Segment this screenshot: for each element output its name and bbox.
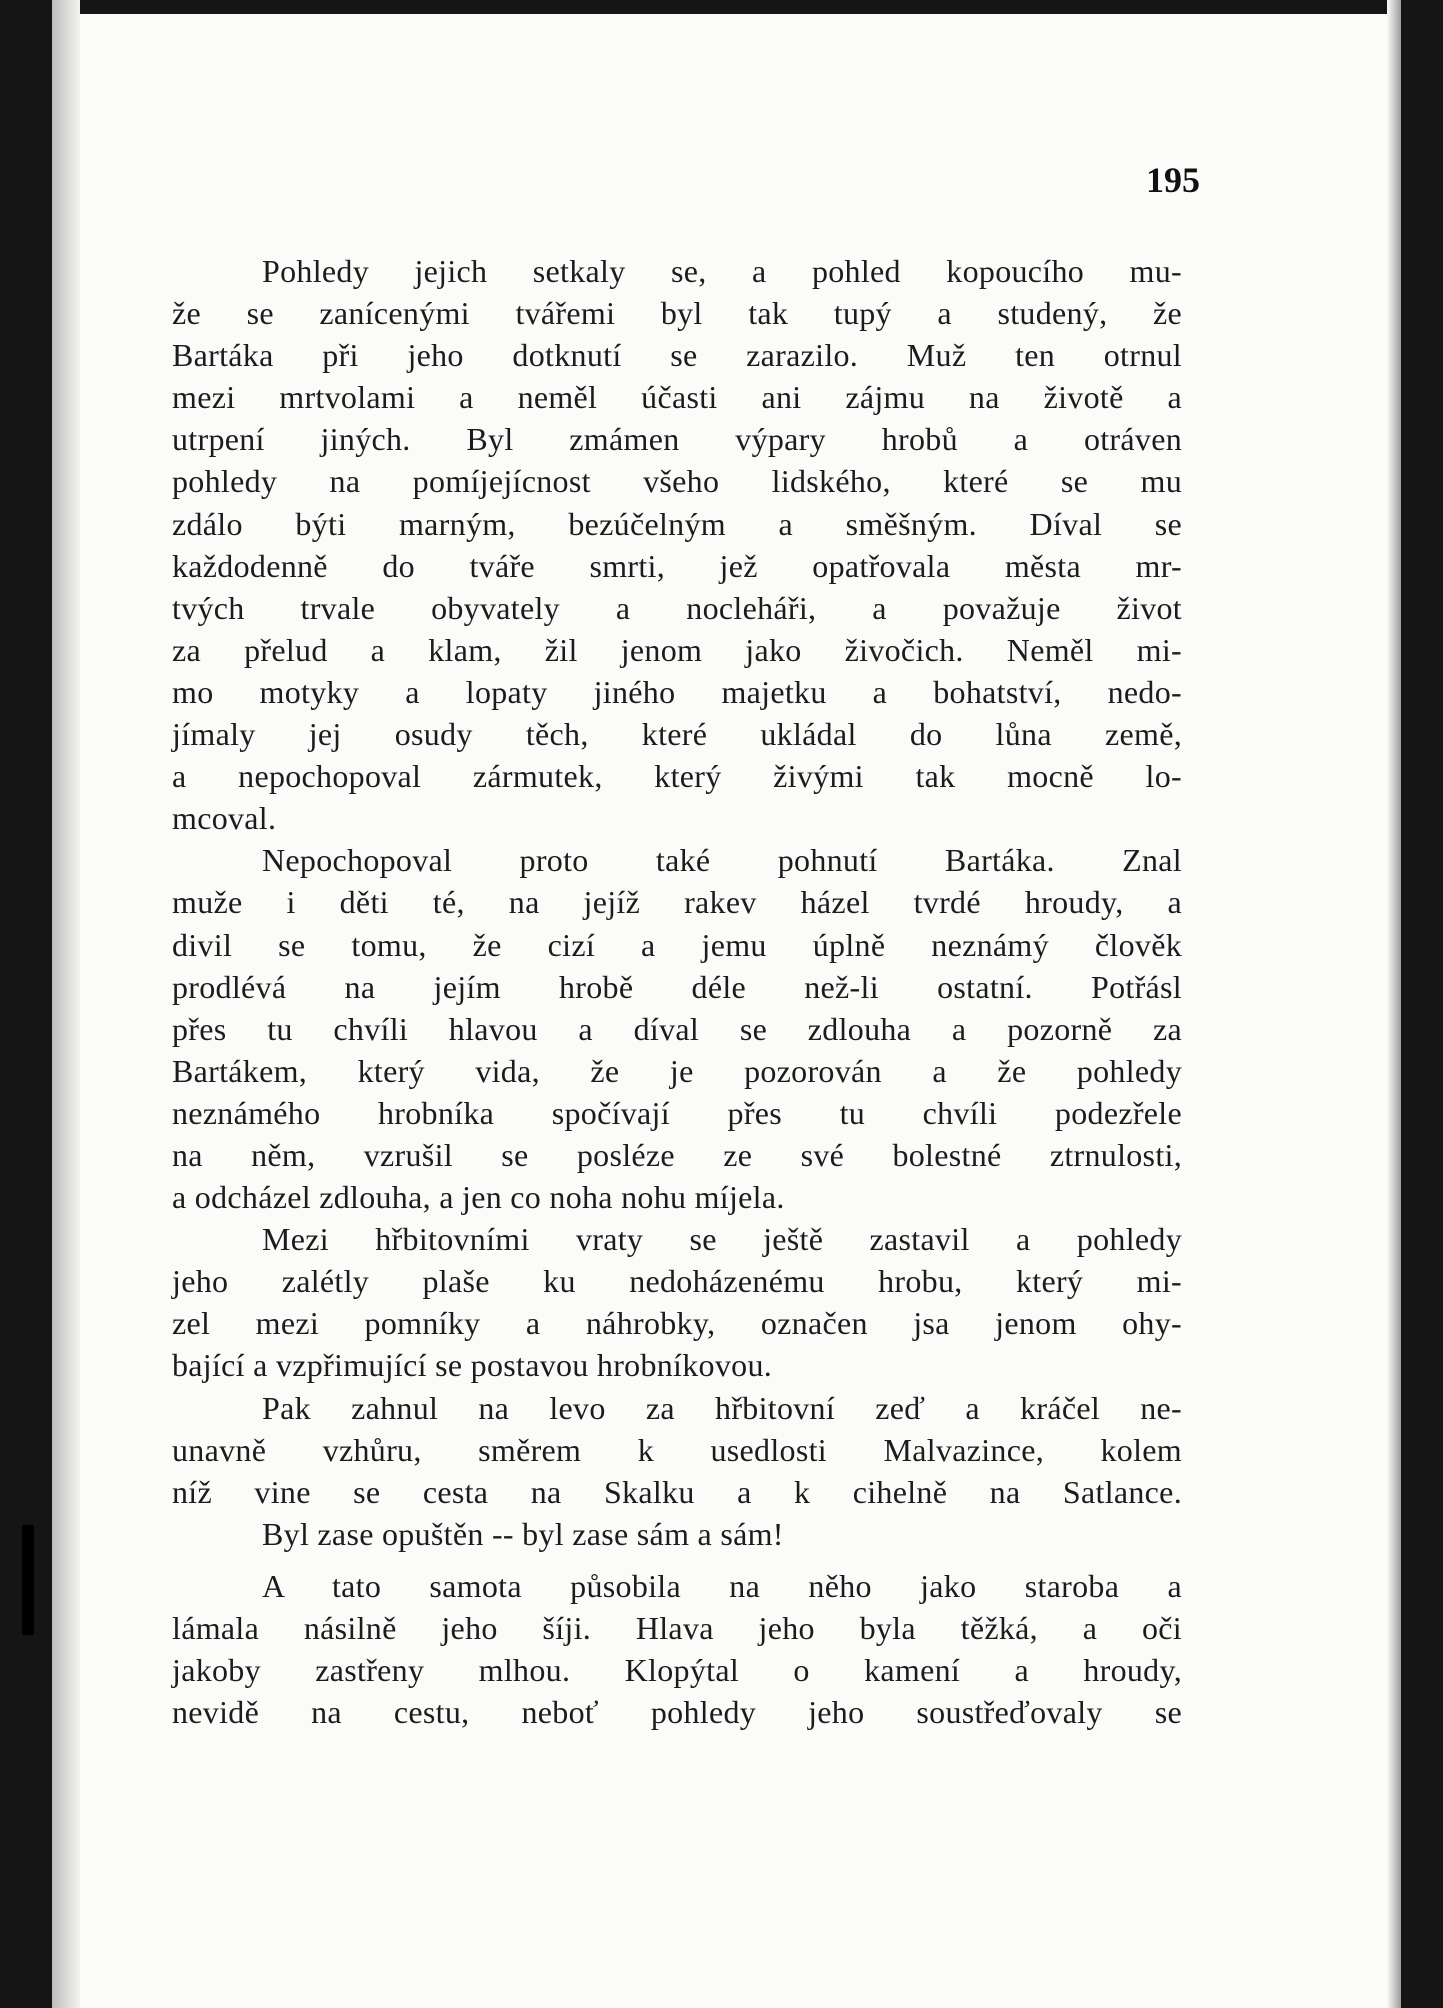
text-line: za přelud a klam, žil jenom jako živočich. Neměl mi- (172, 631, 1182, 668)
text-line: níž vine se cesta na Skalku a k cihelně na Satlance. (172, 1473, 1182, 1510)
text-line: a nepochopoval zármutek, který živými tak mocně lo- (172, 758, 1182, 795)
text-line: na něm, vzrušil se posléze ze své bolestné ztrnulosti, (172, 1136, 1182, 1173)
text-line: pohledy na pomíjejícnost všeho lidského, které se mu (172, 463, 1182, 500)
text-line: jakoby zastřeny mlhou. Klopýtal o kamení a hroudy, (172, 1652, 1182, 1689)
text-line: Bartákem, který vida, že je pozorován a že pohledy (172, 1052, 1182, 1089)
text-line: mezi mrtvolami a neměl účasti ani zájmu na životě a (172, 379, 1182, 416)
text-line: každodenně do tváře smrti, jež opatřovala města mr- (172, 547, 1182, 584)
paragraph-gap (172, 1555, 1182, 1565)
book-edge-left (0, 0, 52, 2008)
book-edge-top (0, 0, 1443, 14)
text-line: tvých trvale obyvately a nocleháři, a považuje život (172, 589, 1182, 626)
text-line: zdálo býti marným, bezúčelným a směšným. Díval se (172, 505, 1182, 542)
text-line: zel mezi pomníky a náhrobky, označen jsa jenom ohy- (172, 1305, 1182, 1342)
text-line: Pak zahnul na levo za hřbitovní zeď a kráčel ne- (262, 1389, 1182, 1426)
text-line: jeho zalétly plaše ku nedoházenému hrobu, který mi- (172, 1263, 1182, 1300)
body-text (172, 250, 1182, 1733)
right-edge-shadow (1387, 0, 1401, 2008)
text-line: Mezi hřbitovními vraty se ještě zastavil a pohledy (262, 1221, 1182, 1258)
page-number: 195 (1146, 160, 1200, 200)
text-line: prodlévá na jejím hrobě déle než-li ostatní. Potřásl (172, 968, 1182, 1005)
text-line: a odcházel zdlouha, a jen co noha nohu míjela. (172, 1179, 785, 1216)
text-line: Byl zase opuštěn -- byl zase sám a sám! (262, 1515, 784, 1552)
text-line: neznámého hrobníka spočívají přes tu chvíli podezřele (172, 1094, 1182, 1131)
gutter-shadow (52, 0, 80, 2008)
text-line: divil se tomu, že cizí a jemu úplně neznámý člověk (172, 926, 1182, 963)
text-line: mcoval. (172, 800, 277, 837)
text-line: Bartáka při jeho dotknutí se zarazilo. Muž ten otrnul (172, 337, 1182, 374)
text-line: bající a vzpřimující se postavou hrobníkovou. (172, 1347, 773, 1384)
text-line: mo motyky a lopaty jiného majetku a bohatství, nedo- (172, 673, 1182, 710)
text-line: unavně vzhůru, směrem k usedlosti Malvazince, kolem (172, 1431, 1182, 1468)
text-line: že se zanícenými tvářemi byl tak tupý a studený, že (172, 295, 1182, 332)
text-line: muže i děti té, na jejíž rakev házel tvrdé hroudy, a (172, 884, 1182, 921)
text-line: utrpení jiných. Byl zmámen výpary hrobů a otráven (172, 421, 1182, 458)
text-line: Nepochopoval proto také pohnutí Bartáka. Znal (262, 842, 1182, 879)
book-edge-right (1401, 0, 1443, 2008)
text-line: nevidě na cestu, neboť pohledy jeho soustřeďovaly se (172, 1694, 1182, 1731)
text-line: lámala násilně jeho šíji. Hlava jeho byla těžká, a oči (172, 1610, 1182, 1646)
text-line: A tato samota působila na něho jako staroba a (262, 1567, 1182, 1604)
text-line: jímaly jej osudy těch, které ukládal do lůna země, (172, 716, 1182, 753)
text-line: Pohledy jejich setkaly se, a pohled kopoucího mu- (262, 253, 1182, 289)
gutter-mark (22, 1525, 34, 1635)
text-line: přes tu chvíli hlavou a díval se zdlouha a pozorně za (172, 1010, 1182, 1047)
